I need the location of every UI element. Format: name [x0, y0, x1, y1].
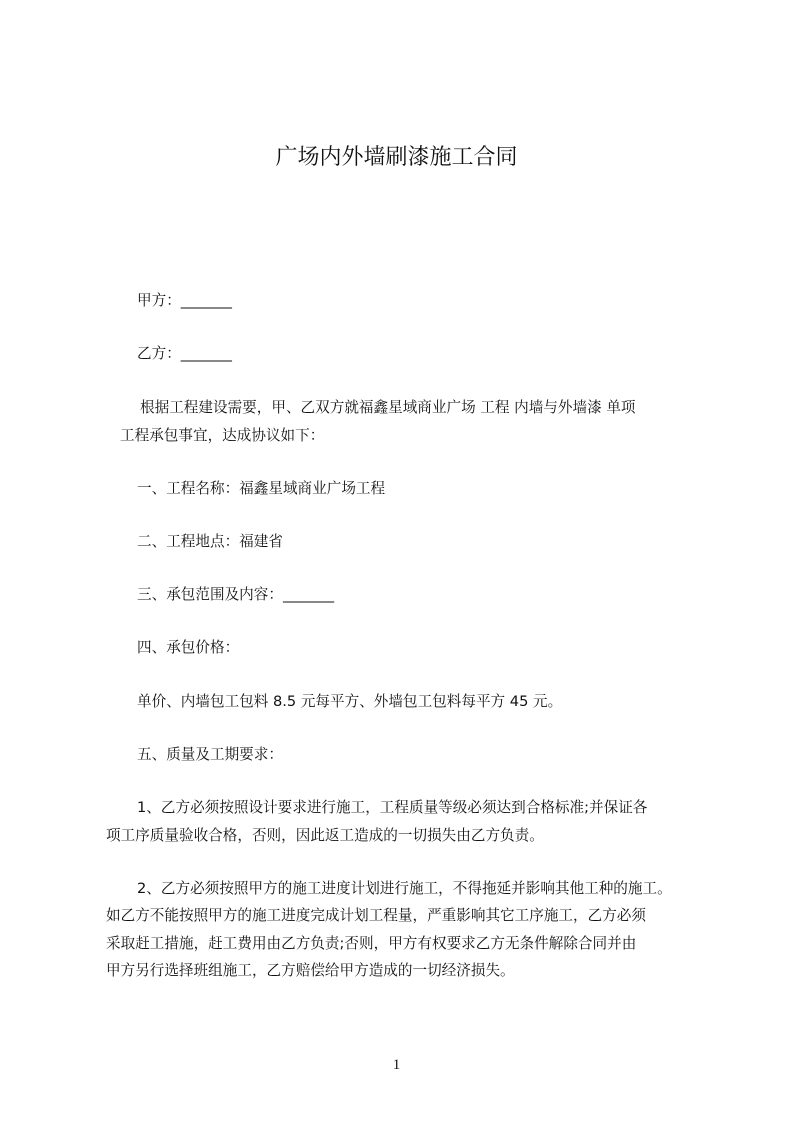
clause-project-location: 二、工程地点：福建省 — [137, 533, 283, 550]
quality-item-2-line-3: 采取赶工措施，赶工费用由乙方负责;否则，甲方有权要求乙方无条件解除合同并由 — [106, 935, 637, 952]
quality-item-2-line-2: 如乙方不能按照甲方的施工进度完成计划工程量，严重影响其它工序施工，乙方必须 — [106, 907, 646, 924]
quality-item-2-line-1: 2、乙方必须按照甲方的施工进度计划进行施工，不得拖延并影响其他工种的施工。 — [137, 880, 672, 897]
intro-line-1: 根据工程建设需要，甲、乙双方就福鑫星域商业广场 工程 内墙与外墙漆 单项 — [140, 399, 636, 416]
document-title: 广场内外墙刷漆施工合同 — [275, 145, 518, 170]
party-a-line: 甲方：_______ — [137, 292, 232, 309]
quality-item-1-line-1: 1、乙方必须按照设计要求进行施工，工程质量等级必须达到合格标准;并保证各 — [137, 799, 648, 816]
clause-quality-heading: 五、质量及工期要求： — [137, 746, 283, 763]
clause-price-detail: 单价、内墙包工包料 8.5 元每平方、外墙包工包料每平方 45 元。 — [137, 693, 563, 710]
party-b-line: 乙方：_______ — [137, 345, 232, 362]
quality-item-2-line-4: 甲方另行选择班组施工，乙方赔偿给甲方造成的一切经济损失。 — [106, 962, 515, 979]
clause-price-heading: 四、承包价格： — [137, 639, 240, 656]
intro-line-2: 工程承包事宜，达成协议如下： — [120, 427, 325, 444]
page-number: 1 — [392, 1057, 401, 1073]
clause-project-name: 一、工程名称：福鑫星域商业广场工程 — [137, 480, 386, 497]
clause-scope: 三、承包范围及内容：_______ — [137, 586, 335, 603]
quality-item-1-line-2: 项工序质量验收合格，否则，因此返工造成的一切损失由乙方负责。 — [106, 827, 544, 844]
